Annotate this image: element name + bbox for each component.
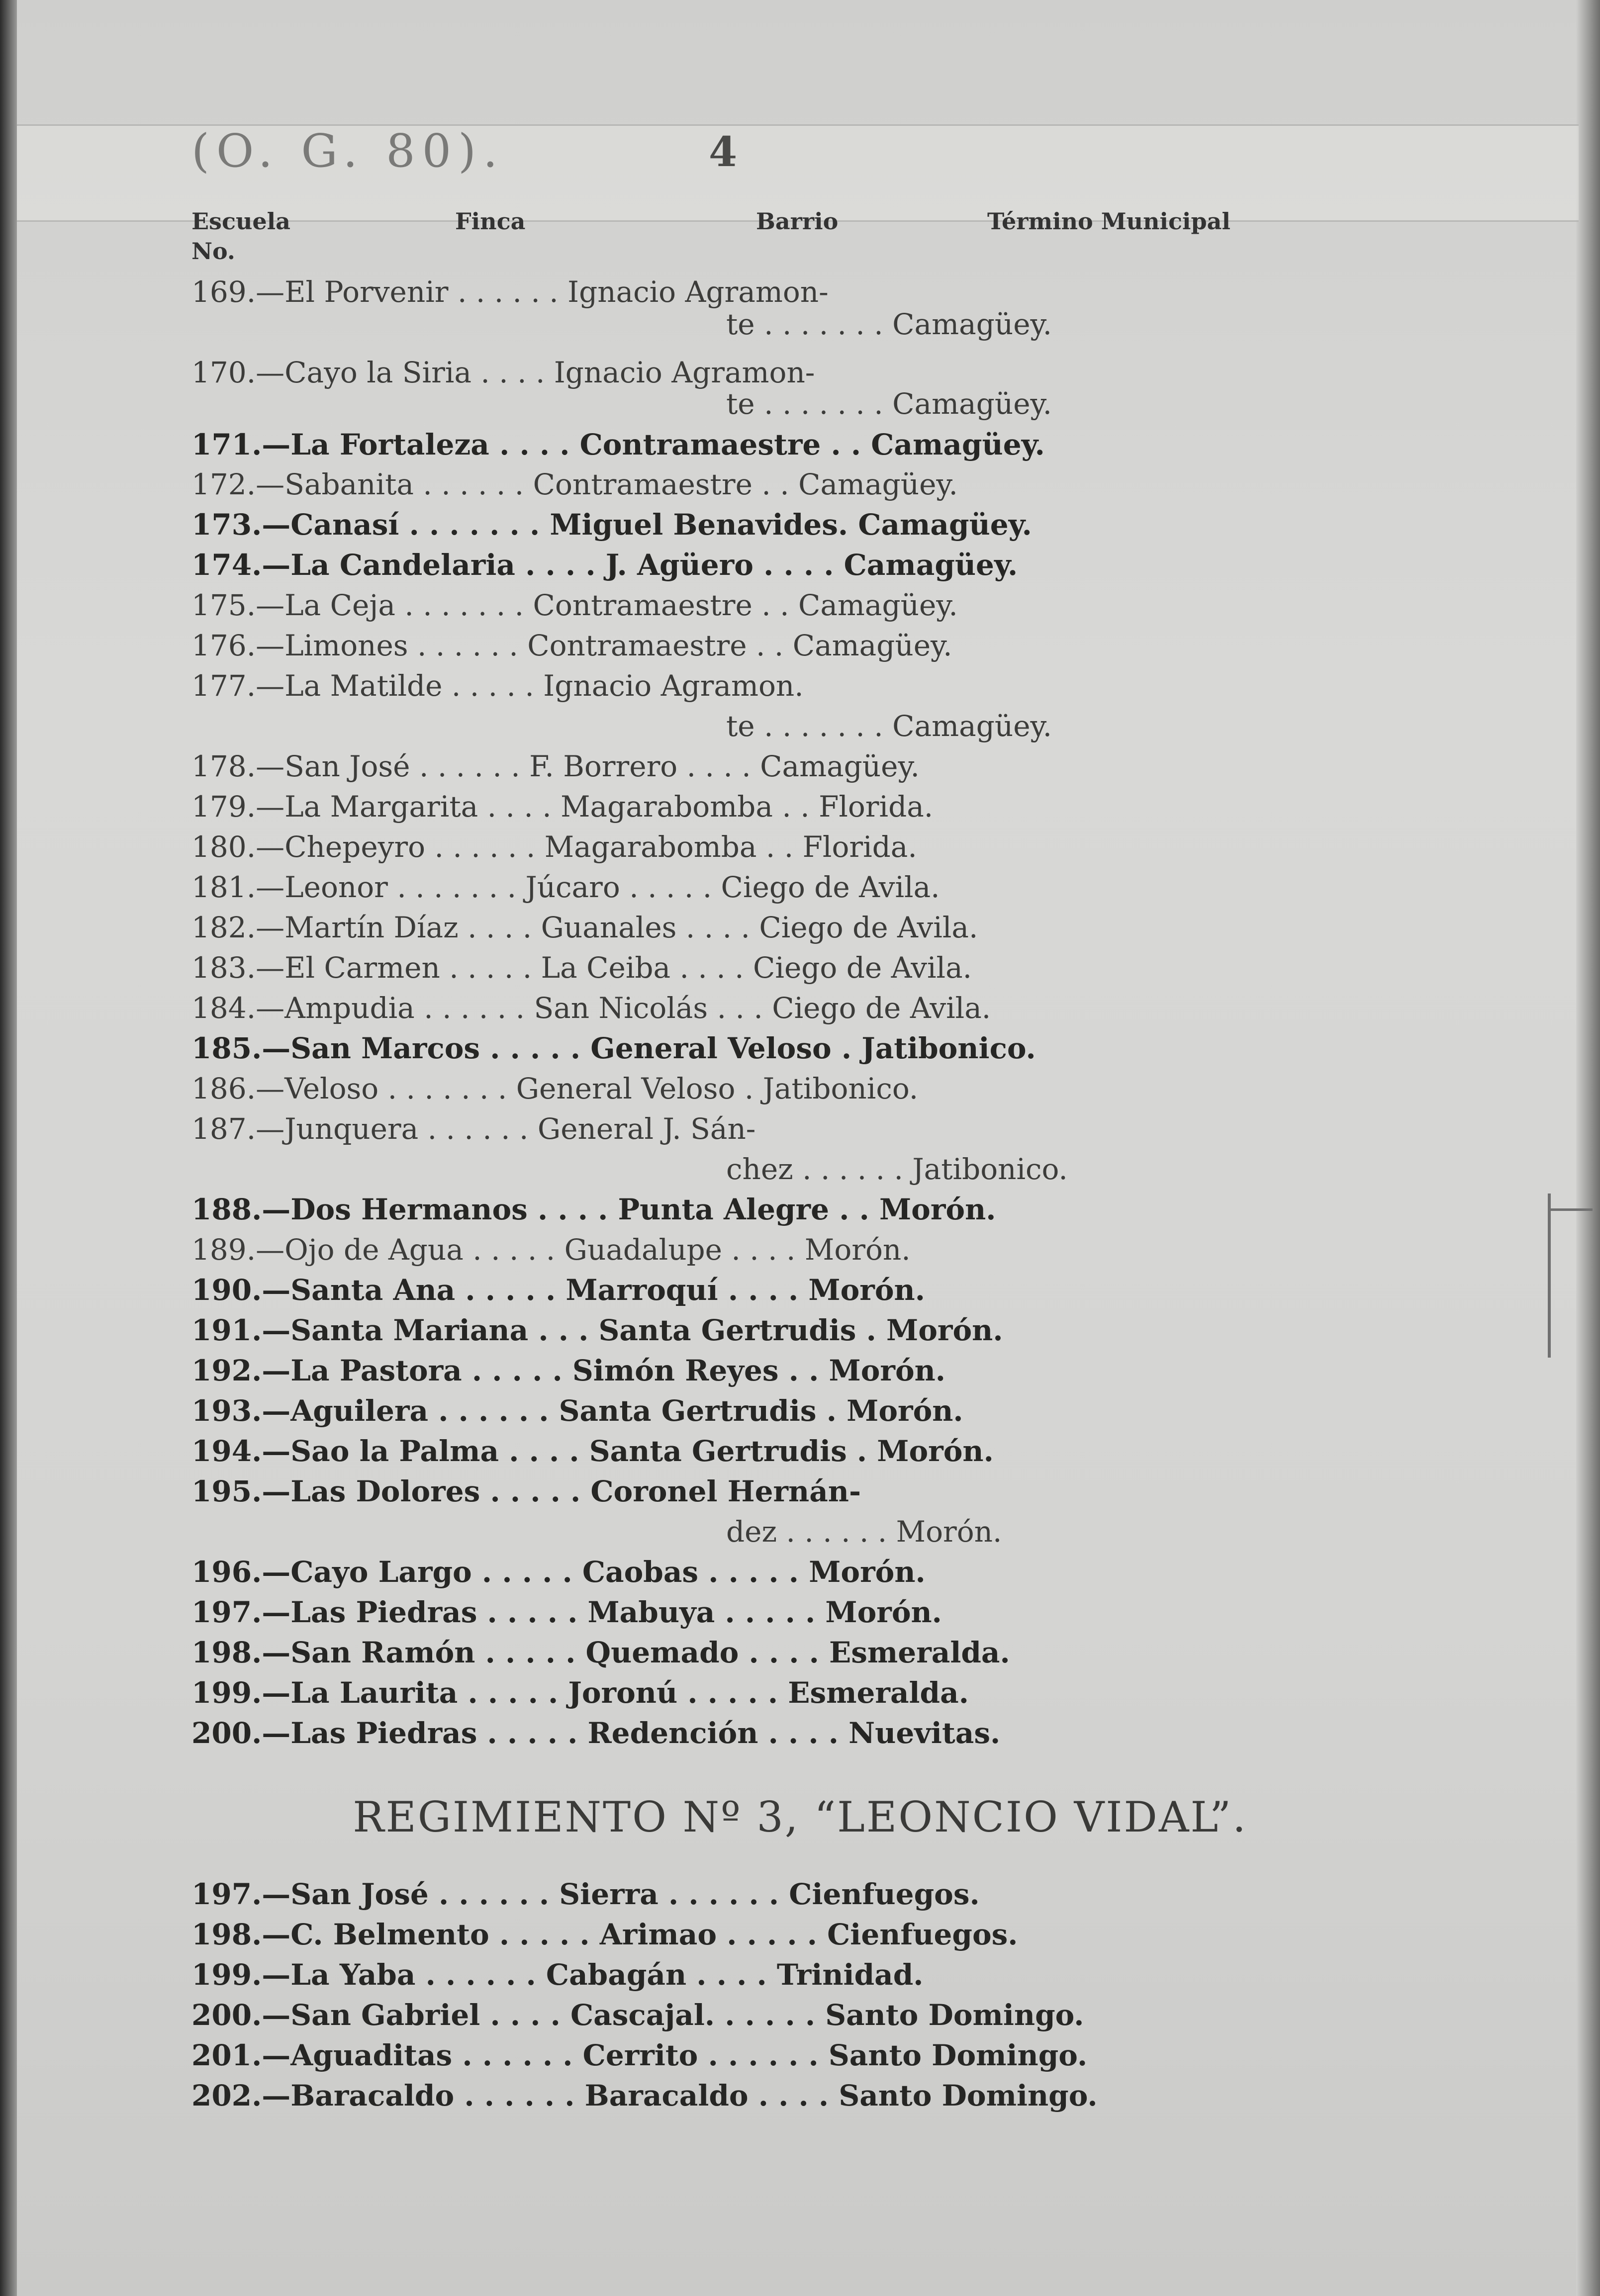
left-shadow [0,0,17,2296]
list-item: 186.—Veloso . . . . . . . General Veloso . Jatibonico. [191,1072,919,1105]
list-item: 171.—La Fortaleza . . . . Contramaestre . . Camagüey. [191,428,1045,461]
list-item: 195.—Las Dolores . . . . . Coronel Hernán- [191,1474,861,1508]
list-item: 181.—Leonor . . . . . . . Júcaro . . . . . Ciego de Avila. [191,870,940,904]
col-header-school: Escuela [191,208,290,235]
list-item: 198.—C. Belmento . . . . . Arimao . . . . . Cienfuegos. [191,1918,1018,1951]
margin-pencil-mark [1548,1194,1551,1358]
list-item: 183.—El Carmen . . . . . La Ceiba . . . . Ciego de Avila. [191,951,972,985]
list-item: 187.—Junquera . . . . . . General J. Sán- [191,1112,756,1146]
reference-code: (O. G. 80). [191,124,505,178]
col-header-school-no: No. [191,238,235,265]
list-item: 197.—San José . . . . . . Sierra . . . . . . Cienfuegos. [191,1877,980,1911]
section-heading: REGIMIENTO Nº 3, “LEONCIO VIDAL”. [353,1793,1247,1841]
list-item: 180.—Chepeyro . . . . . . Magarabomba . . Florida. [191,830,917,864]
list-item: 189.—Ojo de Agua . . . . . Guadalupe . . . . Morón. [191,1233,911,1267]
right-shadow [1576,0,1600,2296]
page-number: 4 [709,128,738,176]
list-item: 169.—El Porvenir . . . . . . Ignacio Agramon- [191,275,829,309]
list-item: te . . . . . . . Camagüey. [726,307,1052,341]
list-item: 199.—La Laurita . . . . . Joronú . . . . . Esmeralda. [191,1676,969,1710]
list-item: 192.—La Pastora . . . . . Simón Reyes . . Morón. [191,1354,945,1387]
list-item: 193.—Aguilera . . . . . . Santa Gertrudis . Morón. [191,1394,963,1428]
list-item: 175.—La Ceja . . . . . . . Contramaestre . . Camagüey. [191,588,958,622]
col-header-municipality: Término Municipal [987,208,1230,235]
list-item: 178.—San José . . . . . . F. Borrero . . . . Camagüey. [191,749,920,783]
list-item: 190.—Santa Ana . . . . . Marroquí . . . . Morón. [191,1273,925,1307]
list-item: 170.—Cayo la Siria . . . . Ignacio Agramon- [191,356,815,389]
margin-pencil-tick [1548,1208,1593,1211]
list-item: 202.—Baracaldo . . . . . . Baracaldo . . . . Santo Domingo. [191,2079,1098,2112]
list-item: 200.—Las Piedras . . . . . Redención . . . . Nuevitas. [191,1716,1001,1750]
list-item: 201.—Aguaditas . . . . . . Cerrito . . . . . . Santo Domingo. [191,2038,1088,2072]
col-header-ward: Barrio [756,208,839,235]
list-item: 182.—Martín Díaz . . . . Guanales . . . . Ciego de Avila. [191,911,978,944]
list-item: 200.—San Gabriel . . . . Cascajal. . . . . . Santo Domingo. [191,1998,1084,2032]
list-item: te . . . . . . . Camagüey. [726,709,1052,743]
list-item: 173.—Canasí . . . . . . . Miguel Benavides. Camagüey. [191,508,1032,542]
list-item: te . . . . . . . Camagüey. [726,387,1052,421]
list-item: 188.—Dos Hermanos . . . . Punta Alegre . . Morón. [191,1193,996,1226]
list-item: 184.—Ampudia . . . . . . San Nicolás . . . Ciego de Avila. [191,991,991,1025]
list-item: 179.—La Margarita . . . . Magarabomba . . Florida. [191,790,934,824]
list-item: 185.—San Marcos . . . . . General Veloso . Jatibonico. [191,1031,1036,1065]
list-item: chez . . . . . . Jatibonico. [726,1152,1068,1186]
list-item: 174.—La Candelaria . . . . J. Agüero . . . . Camagüey. [191,548,1018,582]
list-item: 198.—San Ramón . . . . . Quemado . . . . Esmeralda. [191,1636,1010,1669]
list-item: dez . . . . . . Morón. [726,1515,1002,1549]
list-item: 196.—Cayo Largo . . . . . Caobas . . . . . Morón. [191,1555,926,1589]
list-item: 197.—Las Piedras . . . . . Mabuya . . . . . Morón. [191,1595,942,1629]
list-item: 172.—Sabanita . . . . . . Contramaestre . . Camagüey. [191,467,958,501]
list-item: 176.—Limones . . . . . . Contramaestre . . Camagüey. [191,629,952,662]
list-item: 199.—La Yaba . . . . . . Cabagán . . . . Trinidad. [191,1958,924,1992]
list-item: 177.—La Matilde . . . . . Ignacio Agramon. [191,669,804,703]
col-header-estate: Finca [455,208,526,235]
list-item: 191.—Santa Mariana . . . Santa Gertrudis . Morón. [191,1313,1003,1347]
list-item: 194.—Sao la Palma . . . . Santa Gertrudis . Morón. [191,1434,994,1468]
